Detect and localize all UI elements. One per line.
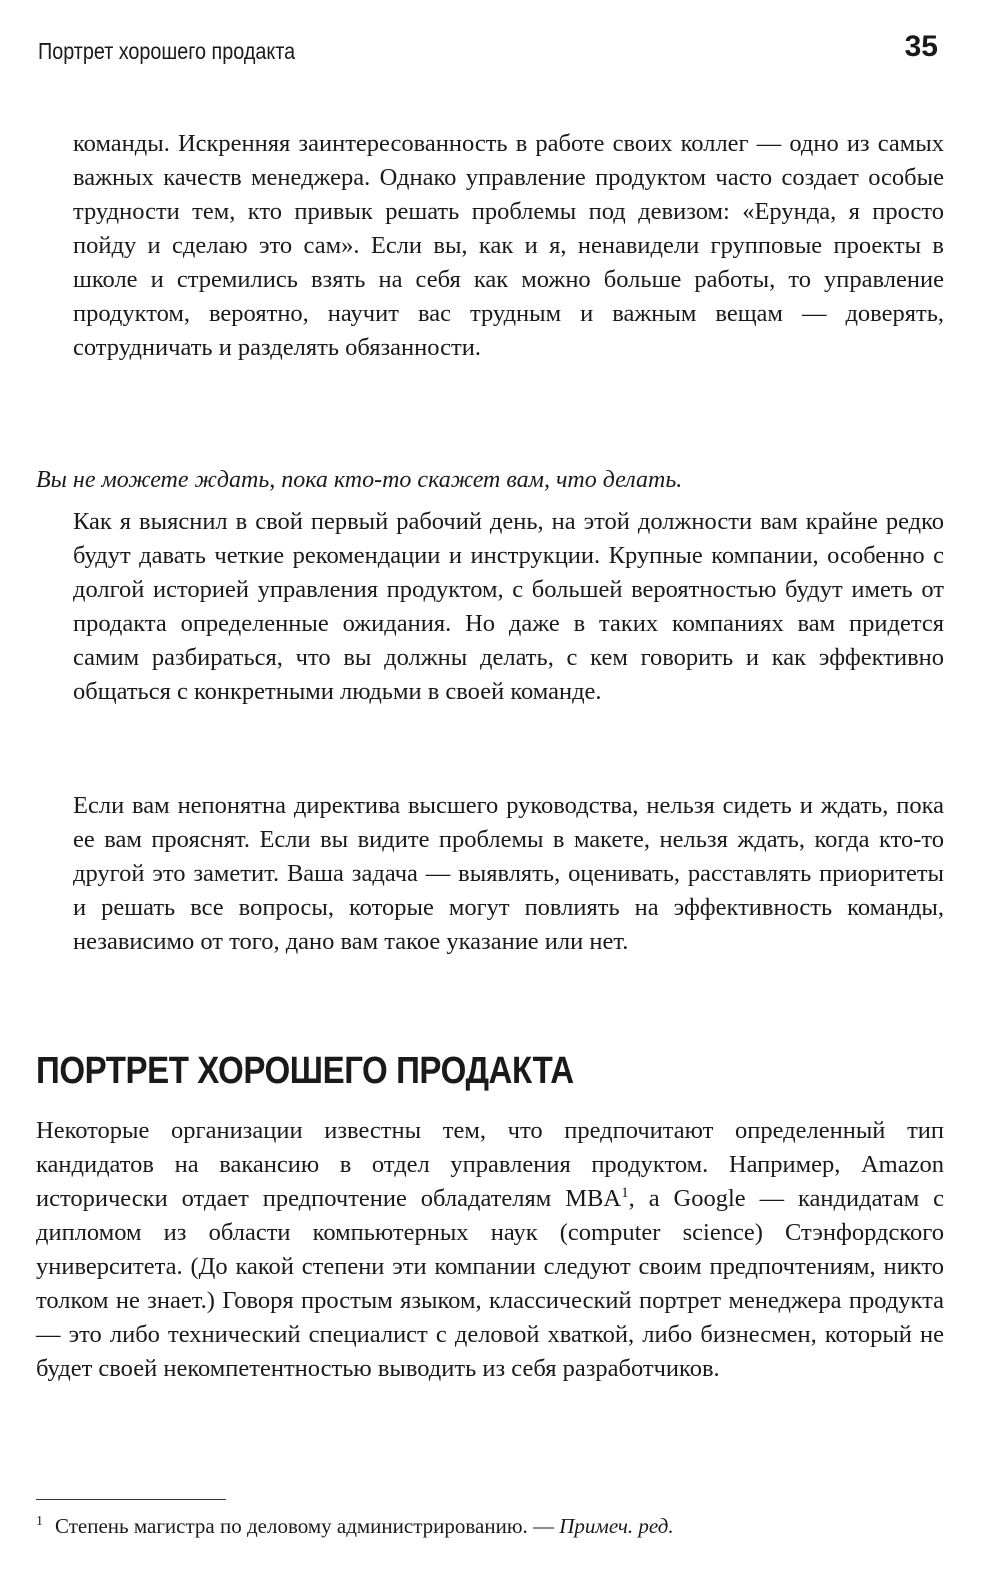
paragraph-portrait-part1: Некоторые организации известны тем, что предпочитают определенный тип кандидатов на вакансию в отдел управления продуктом. Например, Amazon исторически отдает предпочтение обладателям MBA <box>36 1117 944 1212</box>
footnote-divider <box>36 1499 226 1500</box>
footnote-reference[interactable]: 1 <box>621 1183 629 1201</box>
paragraph-directive: Если вам непонятна директива высшего руководства, нельзя сидеть и ждать, пока ее вам прояснят. Если вы видите проблемы в макете, нельзя ждать, когда кто-то другой это заметит. Ваша задача — выявлять, оценивать, расставлять приоритеты и решать все вопросы, которые могут повлиять на эффективность команды, независимо от того, дано вам такое указание или нет. <box>73 792 944 955</box>
page-number: 35 <box>904 30 938 63</box>
paragraph-portrait <box>36 1114 944 1386</box>
paragraph-portrait-part2: , а Google — кандидатам с дипломом из области компьютерных наук (computer science) Стэнфордского университета. (До какой степени эти компании следуют своим предпочтениям, никто толком не знает.) Говоря простым языком, классический портрет менеджера продукта — это либо технический специалист с деловой хваткой, либо бизнесмен, который не будет своей некомпетентностью выводить из себя разработчиков. <box>36 1185 944 1382</box>
section-heading: ПОРТРЕТ ХОРОШЕГО ПРОДАКТА <box>36 1050 574 1092</box>
footnote-mark: 1 <box>36 1514 43 1529</box>
running-title: Портрет хорошего продакта <box>38 38 296 64</box>
footnote-editor-note: Примеч. ред. <box>559 1514 674 1538</box>
paragraph-teamwork: команды. Искренняя заинтересованность в работе своих коллег — одно из самых важных качеств менеджера. Однако управление продуктом часто создает особые трудности тем, кто привык решать проблемы под девизом: «Ерунда, я просто пойду и сделаю это сам». Если вы, как и я, ненавидели групповые проекты в школе и стремились взять на себя как можно больше работы, то управление продуктом, вероятно, научит вас трудным и важным вещам — доверять, сотрудничать и разделять обязанности. <box>73 130 944 361</box>
paragraph-first-day: Как я выяснил в свой первый рабочий день, на этой должности вам крайне редко будут давать четкие рекомендации и инструкции. Крупные компании, особенно с долгой историей управления продуктом, с большей вероятностью будут иметь от продакта определенные ожидания. Но даже в таких компаниях вам придется самим разбираться, что вы должны делать, с кем говорить и как эффективно общаться с конкретными людьми в своей команде. <box>73 508 944 705</box>
footnote <box>36 1508 944 1540</box>
subheading-cant-wait: Вы не можете ждать, пока кто-то скажет вам, что делать. <box>36 467 683 493</box>
footnote-text: Степень магистра по деловому администрированию. — <box>55 1514 560 1538</box>
